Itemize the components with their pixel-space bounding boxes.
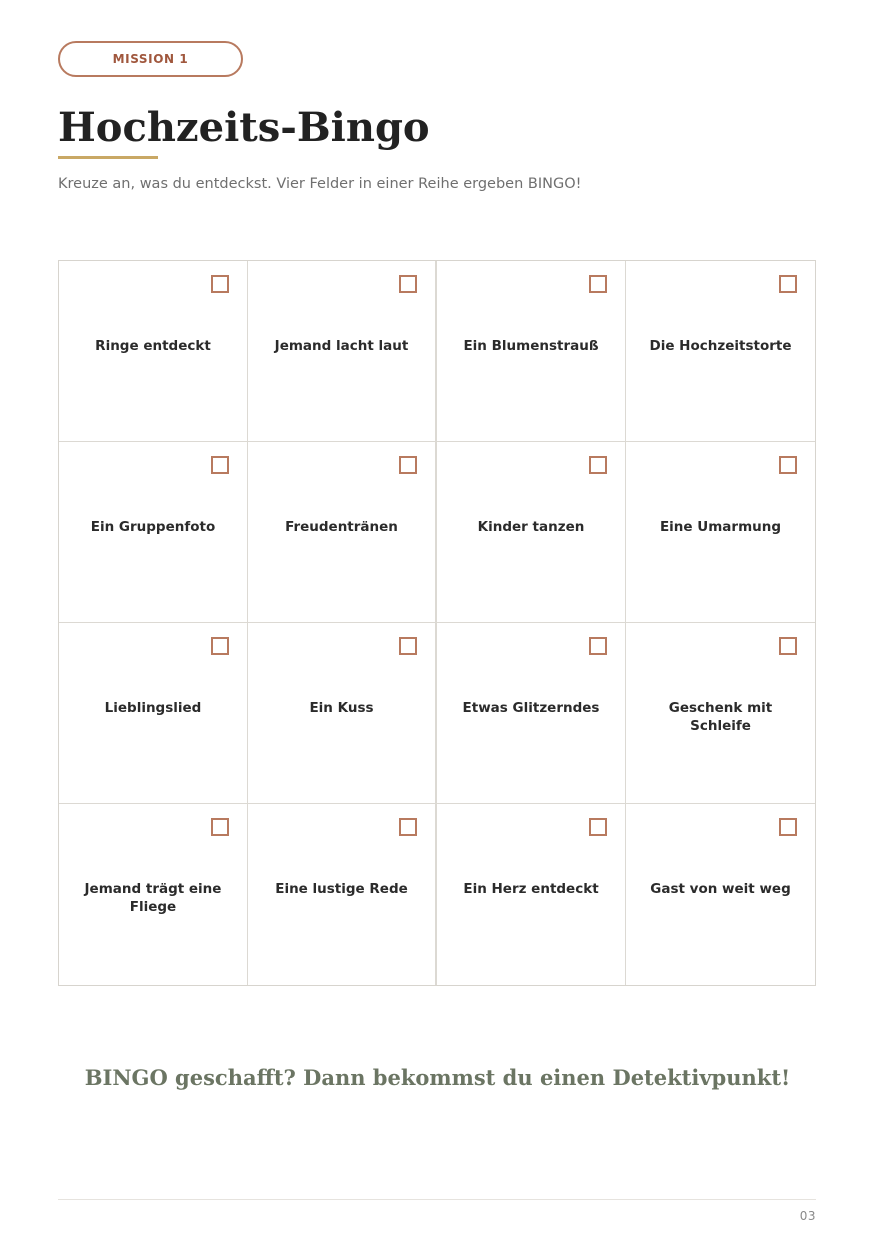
page-number: 03: [799, 1209, 816, 1223]
bingo-cell-label: Eine Umarmung: [659, 519, 782, 535]
bingo-cell: [437, 442, 626, 623]
bingo-cell-label: Jemand trägt eine Fliege: [84, 881, 222, 915]
bingo-cell: [248, 623, 437, 804]
checkbox[interactable]: [779, 456, 797, 474]
bingo-cell: [59, 442, 248, 623]
bingo-cell-label: Geschenk mit Schleife: [668, 700, 773, 734]
bingo-cell: [59, 804, 248, 985]
bingo-cell: [626, 261, 815, 442]
bingo-cell: [626, 804, 815, 985]
title-underline: [58, 156, 158, 159]
page-title: Hochzeits-Bingo: [58, 104, 430, 151]
checkbox[interactable]: [779, 637, 797, 655]
bingo-cell-label: Ein Gruppenfoto: [90, 519, 216, 535]
bingo-cell: [248, 261, 437, 442]
checkbox[interactable]: [589, 456, 607, 474]
bingo-cell-label: Ein Kuss: [309, 700, 374, 716]
checkbox[interactable]: [399, 456, 417, 474]
bingo-cell-label: Die Hochzeitstorte: [649, 338, 792, 354]
bingo-cell-label: Lieblingslied: [104, 700, 202, 716]
bingo-cell: [437, 261, 626, 442]
checkbox[interactable]: [779, 818, 797, 836]
checkbox[interactable]: [589, 275, 607, 293]
bingo-cell: [59, 261, 248, 442]
bingo-reward-message: BINGO geschafft? Dann bekommst du einen Detektivpunkt!: [84, 1065, 791, 1090]
bingo-cell: [626, 442, 815, 623]
bingo-cell-label: Etwas Glitzerndes: [462, 700, 600, 716]
bingo-cell: [437, 623, 626, 804]
bingo-cell-label: Gast von weit weg: [650, 881, 791, 897]
bingo-cell-label: Ringe entdeckt: [95, 338, 211, 354]
bingo-cell: [59, 623, 248, 804]
bingo-cell-label: Ein Herz entdeckt: [463, 881, 599, 897]
checkbox[interactable]: [589, 637, 607, 655]
bingo-cell-label: Eine lustige Rede: [275, 881, 408, 897]
checkbox[interactable]: [211, 275, 229, 293]
checkbox[interactable]: [399, 637, 417, 655]
checkbox[interactable]: [211, 637, 229, 655]
checkbox[interactable]: [779, 275, 797, 293]
bingo-cell-label: Jemand lacht laut: [274, 338, 409, 354]
bingo-cell: [248, 804, 437, 985]
footer-divider: [58, 1199, 816, 1200]
checkbox[interactable]: [211, 818, 229, 836]
bingo-cell: [437, 804, 626, 985]
mission-badge: MISSION 1: [58, 41, 243, 77]
checkbox[interactable]: [399, 275, 417, 293]
checkbox[interactable]: [399, 818, 417, 836]
bingo-cell: [626, 623, 815, 804]
bingo-cell: [248, 442, 437, 623]
instructions-text: Kreuze an, was du entdeckst. Vier Felder in einer Reihe ergeben BINGO!: [58, 176, 582, 192]
bingo-grid: [58, 260, 816, 986]
checkbox[interactable]: [589, 818, 607, 836]
bingo-cell-label: Ein Blumenstrauß: [463, 338, 599, 354]
checkbox[interactable]: [211, 456, 229, 474]
bingo-cell-label: Freudentränen: [285, 519, 398, 535]
bingo-cell-label: Kinder tanzen: [477, 519, 585, 535]
